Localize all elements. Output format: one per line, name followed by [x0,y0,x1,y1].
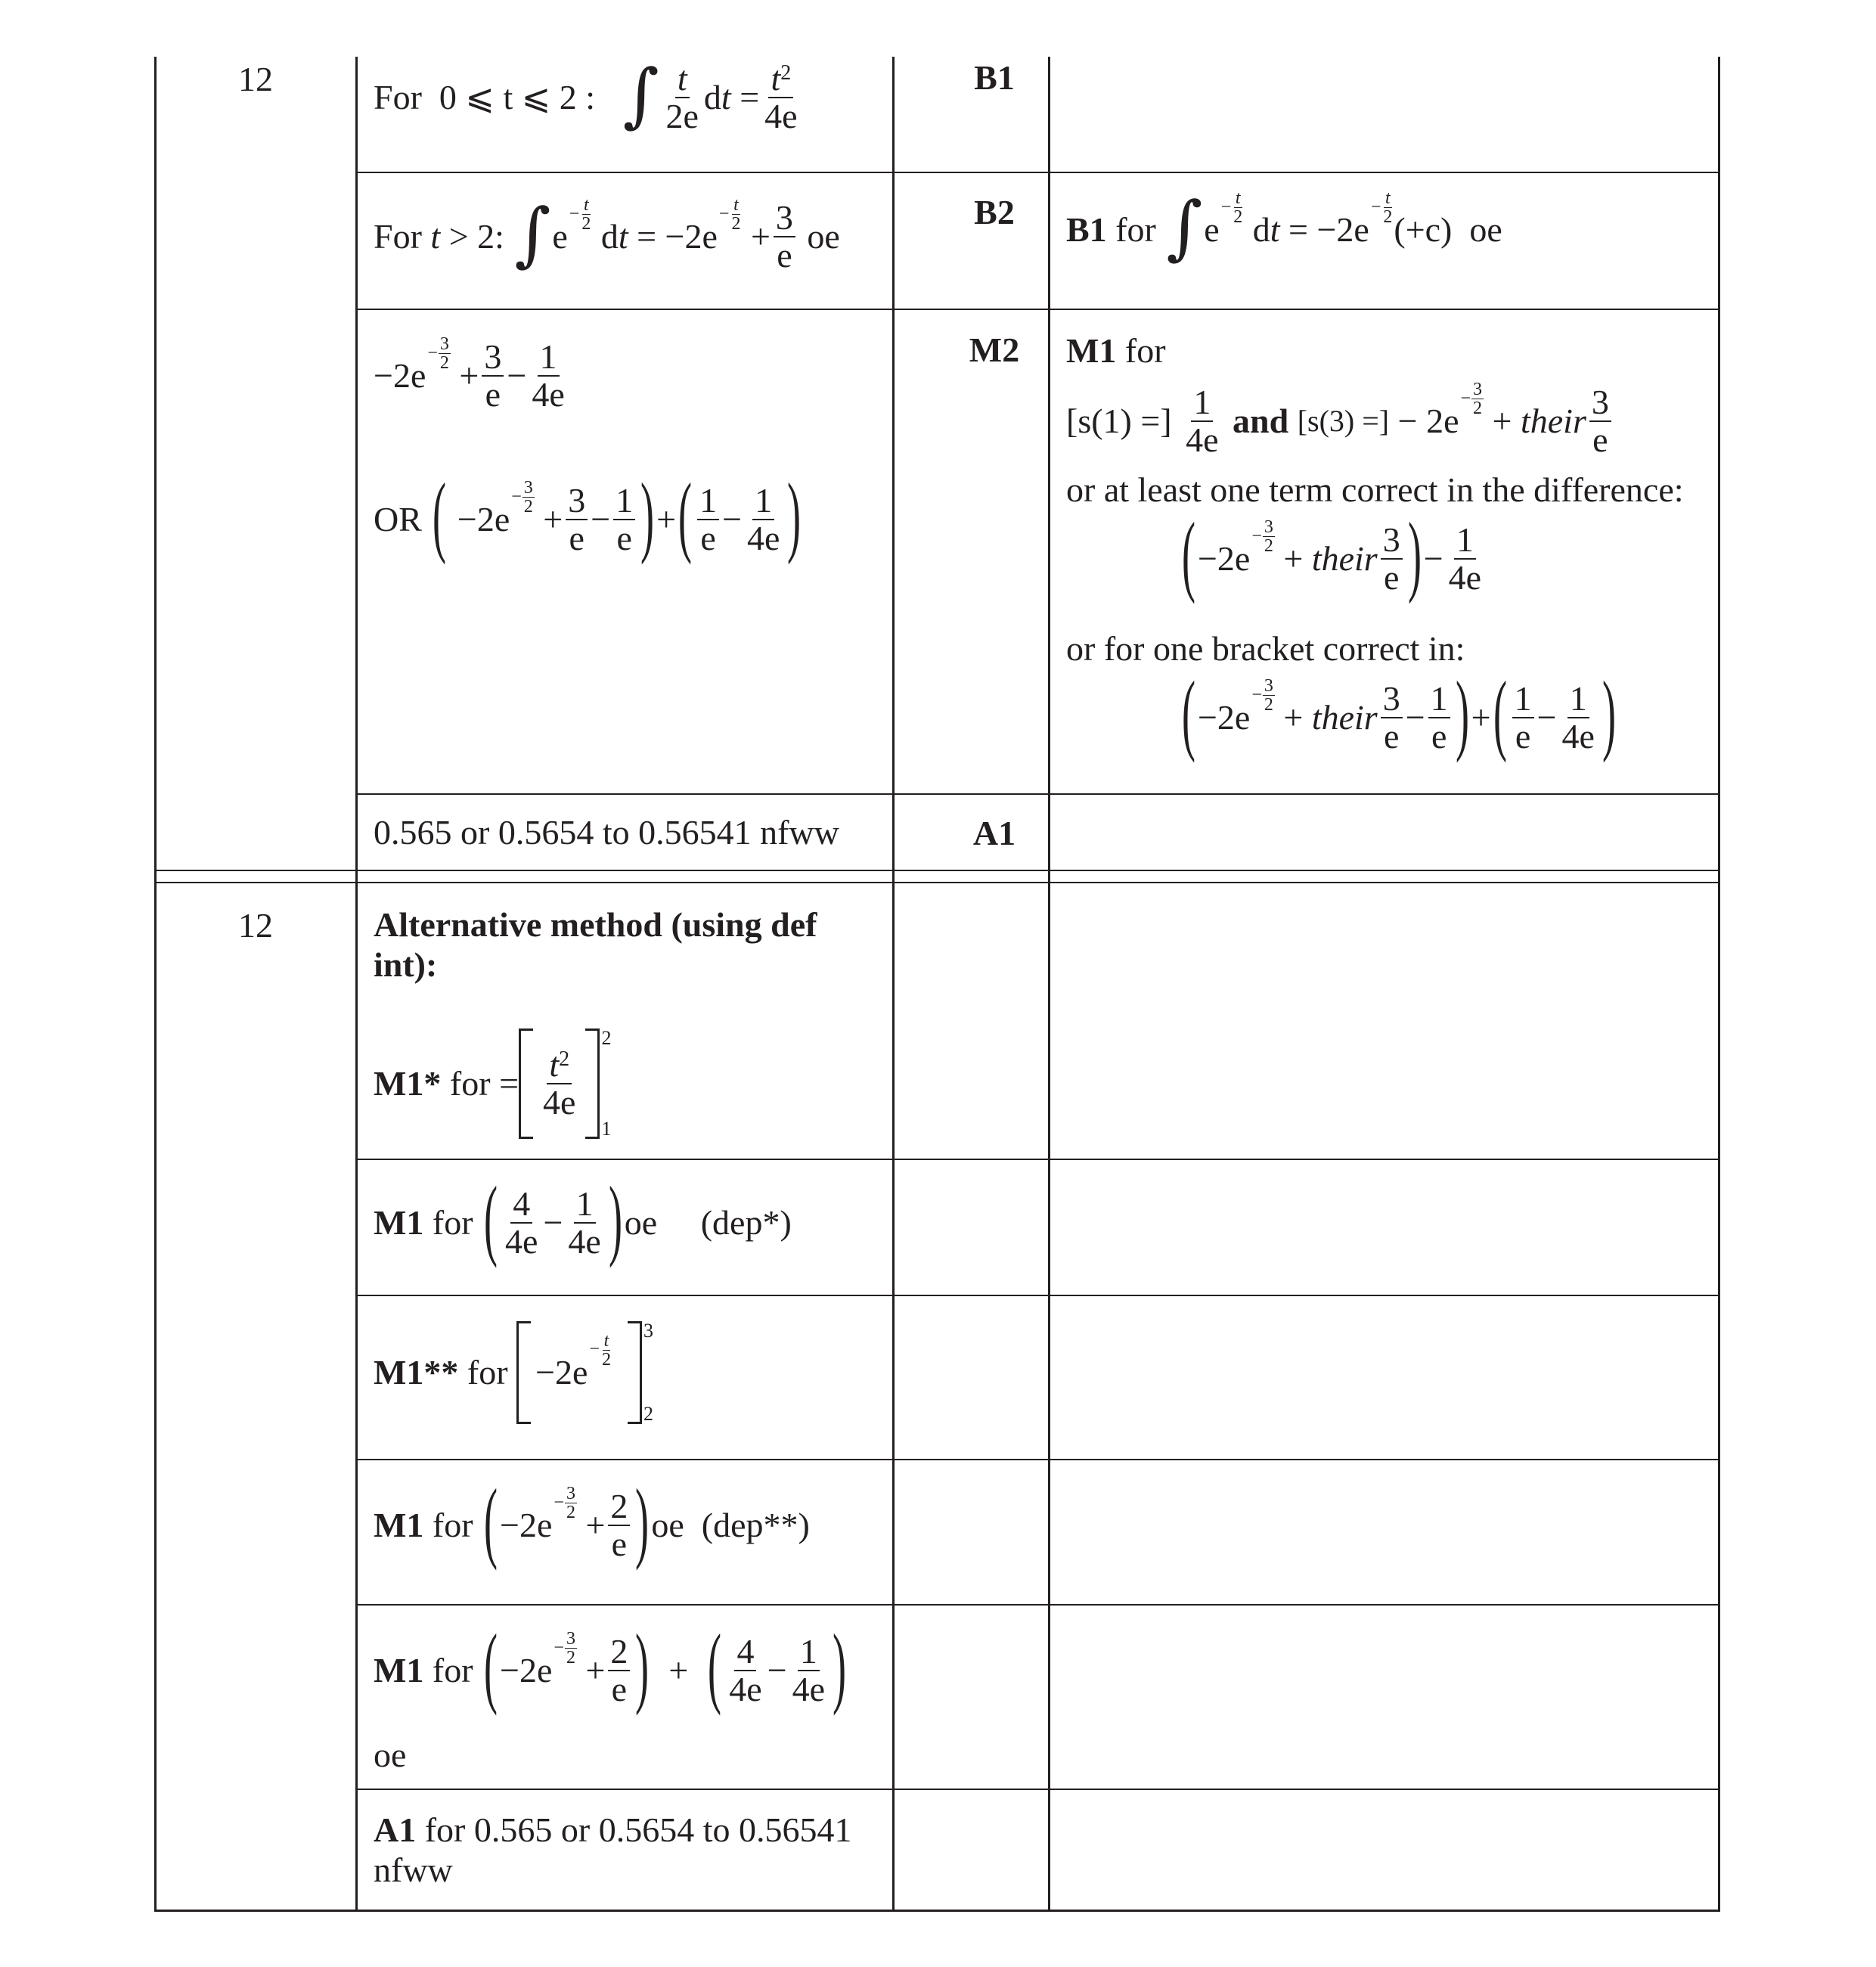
answer-row3-or: OR ( −2e − 3 2 + $\frac{3}{e}$ − $\frac{1}{e}$ ) + ( $\frac{1}{e}$ − $\frac{1}{4e}$ ) [374,464,802,566]
answer-prefix: For [374,216,422,256]
alt-heading: Alternative method (using def int): [374,905,817,984]
guidance-row3-terms: [s(1) =] $\frac{1}{4e}$ and [s(3) =] − 2e − 3 2 + their $\frac{3}{e}$ [1066,384,1614,459]
guidance-s3: [s(3) =] [1297,404,1390,439]
section-separator [154,870,1720,871]
step-for: for [449,1063,491,1103]
guidance-for: for [1115,210,1156,250]
guidance-their: their [1311,538,1378,578]
table-border-right [1718,57,1720,1911]
step-for: for [432,1650,473,1689]
answer-oe: oe [807,216,840,256]
guidance-plus-c: (+c) [1394,210,1453,250]
step-oe: oe [651,1505,684,1544]
step-for: for [432,1202,473,1242]
mark-a1: A1 [972,814,1016,852]
fraction: $\frac{t}{2e}$ [665,59,699,136]
step-mark: M1* [374,1063,442,1103]
section-separator [154,882,1720,883]
step-for: for [432,1505,473,1544]
guidance-row3-line3: or for one bracket correct in: [1066,629,1465,668]
mark-b1: B1 [974,58,1015,97]
step-mark: M1 [374,1650,424,1689]
guidance-oe: oe [1469,210,1502,250]
answer-prefix: For [374,77,422,116]
step-text-nfww: nfww [374,1850,453,1889]
row-separator [355,309,1720,310]
row-separator [355,1789,1720,1790]
step-oe: oe [624,1202,658,1242]
integral-sign: ∫ [1166,187,1203,268]
row-separator [355,1295,1720,1296]
guidance-and: and [1233,401,1289,440]
table-border-left [154,57,157,1911]
step-mark: A1 [374,1810,417,1849]
row-separator [355,1604,1720,1606]
step-for: for [467,1352,508,1391]
alt-step5-oe: oe [374,1736,407,1774]
answer-range: 0 ⩽ t ⩽ 2 : [439,77,596,116]
alt-step6 [374,1810,851,1891]
fraction: $\frac{3}{e}$ [774,200,795,275]
step-text: for 0.565 or 0.5654 to 0.56541 [424,1810,852,1849]
table-divider-1 [355,57,358,1911]
guidance-row3-line1 [1066,331,1166,371]
answer-or: OR [374,499,422,538]
alt-step1: M1* for = $\frac{t^2}{4e}$ 2 1 [374,1027,612,1140]
guidance-s1: [s(1) =] [1066,401,1172,440]
answer-row3-expr: −2e − 3 2 + $\frac{3}{e}$ − $\frac{1}{4e}$ [374,334,565,414]
alt-step5: M1 for ( −2e − 3 2 + $\frac{2}{e}$ ) + ( $\frac{4}{4e}$ − $\frac{1}{4e}$ ) [374,1615,847,1717]
row-separator [355,793,1720,795]
step-dep: (dep*) [700,1202,792,1242]
answer-row1: For 0 ⩽ t ⩽ 2 : ∫ $\frac{t}{2e}$ d t = $\frac{t^2}{4e}$ [374,60,803,135]
step-dep: (dep**) [701,1505,810,1544]
alt-step3: M1** for −2e − t 2 3 2 [374,1320,653,1426]
step-mark: M1 [374,1202,424,1242]
answer-var: t [430,216,441,256]
guidance-their: their [1520,401,1586,440]
question-number: 12 [238,60,273,98]
fraction: $\frac{t^2}{4e}$ [764,59,798,136]
step-mark: M1** [374,1352,459,1391]
guidance-row2: B1 for ∫ e − t 2 d t = −2e − t 2 (+c) oe [1066,187,1502,268]
alt-step4: M1 for ( −2e − 3 2 + $\frac{2}{e}$ ) oe (dep**) [374,1470,810,1571]
guidance-mark: B1 [1066,210,1107,250]
question-number: 12 [238,906,273,945]
guidance-row3-line2: or at least one term correct in the difference: [1066,470,1684,509]
answer-row2: For t > 2: ∫ e − t 2 d t = −2e − t 2 + $\frac{3}{e}$ oe [374,193,840,275]
table-divider-2 [892,57,895,1911]
row-separator [355,1159,1720,1160]
row-separator [355,172,1720,173]
integral-sign: ∫ [622,54,659,135]
mark-b2: B2 [974,193,1015,231]
guidance-for: for [1124,331,1166,370]
guidance-their: their [1311,697,1378,737]
table-border-bottom [154,1910,1720,1912]
answer-row4: 0.565 or 0.5654 to 0.56541 nfww [374,813,839,852]
guidance-row3-bracket: ( −2e − 3 2 + their $\frac{3}{e}$ − $\frac{1}{e}$ ) + ( $\frac{1}{e}$ − $\frac{1}{4e}$ ) [1181,662,1616,764]
answer-condition: > 2: [448,216,504,256]
step-mark: M1 [374,1505,424,1544]
row-separator [355,1459,1720,1460]
mark-m2: M2 [969,330,1020,369]
integral-sign: ∫ [514,193,551,275]
alt-step2: M1 for ( $\frac{4}{4e}$ − $\frac{1}{4e}$ ) oe (dep*) [374,1168,792,1269]
guidance-mark: M1 [1066,331,1117,370]
guidance-row3-diff: ( −2e − 3 2 + their $\frac{3}{e}$ ) − $\frac{1}{4e}$ [1181,504,1482,605]
